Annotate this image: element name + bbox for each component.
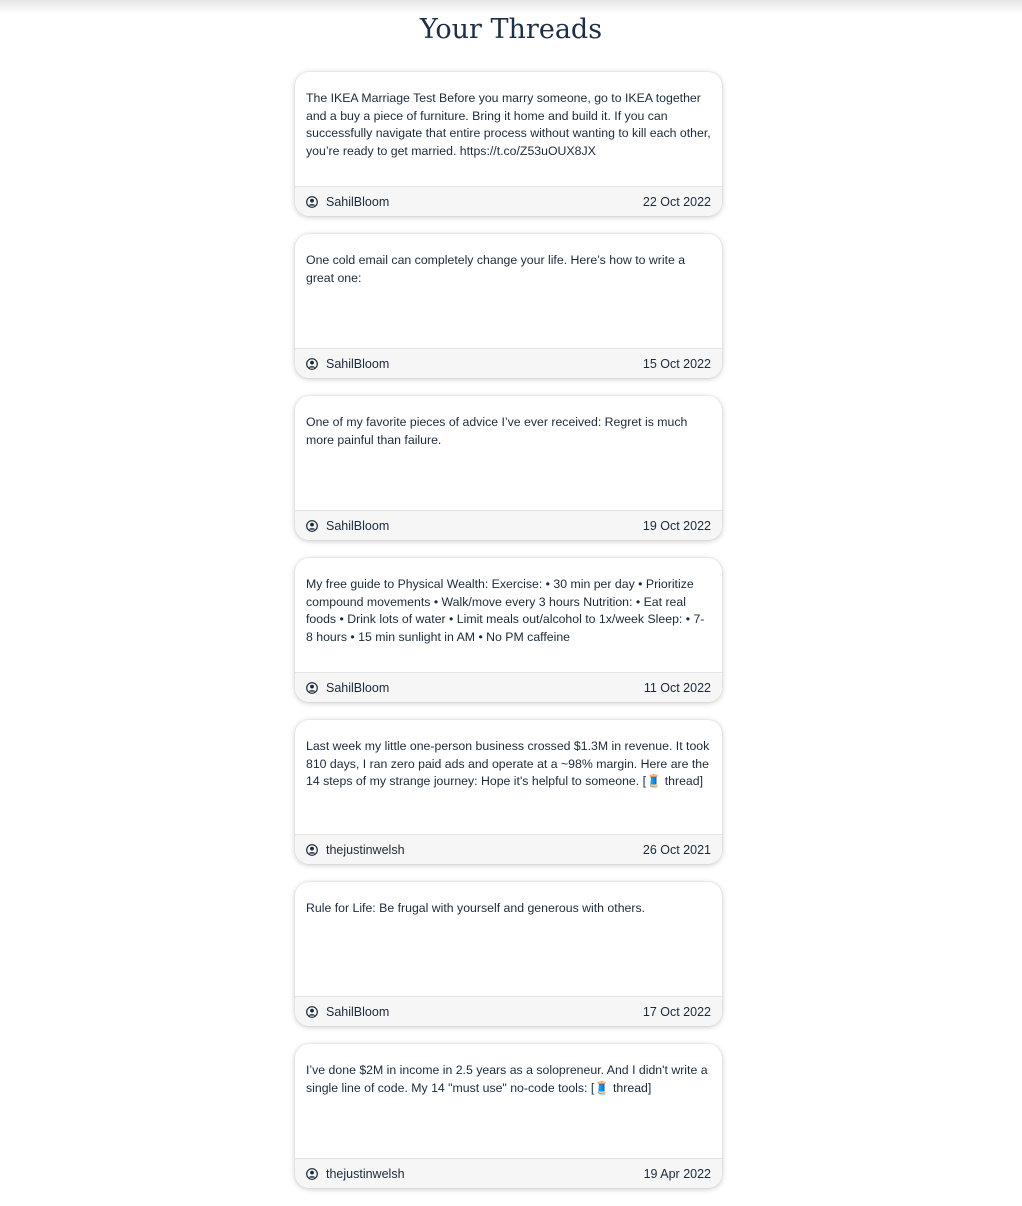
thread-footer bbox=[295, 1158, 722, 1188]
user-circle-icon bbox=[306, 844, 318, 856]
thread-card[interactable] bbox=[295, 72, 722, 216]
thread-footer bbox=[295, 834, 722, 864]
thread-text: My free guide to Physical Wealth: Exercise: • 30 min per day • Prioritize compound movements • Walk/move every 3 hours Nutrition: • Eat real foods • Drink lots of water • Limit meals out/alcohol to 1x/week Sleep: • 7-8 hours • 15 min sunlight in AM • No PM caffeine bbox=[306, 577, 705, 644]
thread-author: SahilBloom bbox=[326, 680, 390, 695]
thread-footer bbox=[295, 672, 722, 702]
thread-author: SahilBloom bbox=[326, 518, 390, 533]
header-shadow bbox=[0, 0, 1022, 14]
thread-card[interactable] bbox=[295, 558, 722, 702]
thread-author: thejustinwelsh bbox=[326, 1166, 405, 1181]
user-circle-icon bbox=[306, 1168, 318, 1180]
thread-footer bbox=[295, 510, 722, 540]
thread-card[interactable] bbox=[295, 396, 722, 540]
thread-date: 22 Oct 2022 bbox=[642, 194, 711, 209]
thread-date: 19 Oct 2022 bbox=[642, 518, 711, 533]
thread-text: Rule for Life: Be frugal with yourself and generous with others. bbox=[306, 901, 646, 915]
user-circle-icon bbox=[306, 196, 318, 208]
thread-text: One cold email can completely change your life. Here’s how to write a great one: bbox=[306, 253, 686, 285]
thread-footer bbox=[295, 348, 722, 378]
user-circle-icon bbox=[306, 682, 318, 694]
thread-date: 19 Apr 2022 bbox=[643, 1166, 711, 1181]
thread-author: SahilBloom bbox=[326, 1004, 390, 1019]
thread-author: SahilBloom bbox=[326, 194, 390, 209]
thread-date: 11 Oct 2022 bbox=[643, 680, 711, 695]
thread-footer bbox=[295, 996, 722, 1026]
thread-date: 15 Oct 2022 bbox=[642, 356, 711, 371]
thread-card[interactable] bbox=[295, 234, 722, 378]
thread-date: 26 Oct 2021 bbox=[642, 842, 711, 857]
user-circle-icon bbox=[306, 358, 318, 370]
user-circle-icon bbox=[306, 520, 318, 532]
thread-text: Last week my little one-person business crossed $1.3M in revenue. It took 810 days, I ran zero paid ads and operate at a ~98% margin. Here are the 14 steps of my strange journey: Hope it's helpful to someone. [🧵 thread] bbox=[306, 739, 710, 788]
thread-text: The IKEA Marriage Test Before you marry someone, go to IKEA together and a buy a piece of furniture. Bring it home and build it. If you can successfully navigate that entire process without wanting to kill each other, you’re ready to get married. https://t.co/Z53uOUX8JX bbox=[306, 91, 711, 158]
thread-card[interactable] bbox=[295, 882, 722, 1026]
thread-card[interactable] bbox=[295, 720, 722, 864]
thread-date: 17 Oct 2022 bbox=[642, 1004, 711, 1019]
thread-author: thejustinwelsh bbox=[326, 842, 405, 857]
page-title: Your Threads bbox=[419, 14, 603, 45]
user-circle-icon bbox=[306, 1006, 318, 1018]
thread-footer bbox=[295, 186, 722, 216]
thread-list bbox=[295, 72, 722, 1206]
thread-text: One of my favorite pieces of advice I’ve ever received: Regret is much more painful than failure. bbox=[306, 415, 688, 447]
thread-card[interactable] bbox=[295, 1044, 722, 1188]
thread-author: SahilBloom bbox=[326, 356, 390, 371]
thread-text: I’ve done $2M in income in 2.5 years as a solopreneur. And I didn't write a single line of code. My 14 "must use" no-code tools: [🧵 thread] bbox=[306, 1063, 708, 1095]
